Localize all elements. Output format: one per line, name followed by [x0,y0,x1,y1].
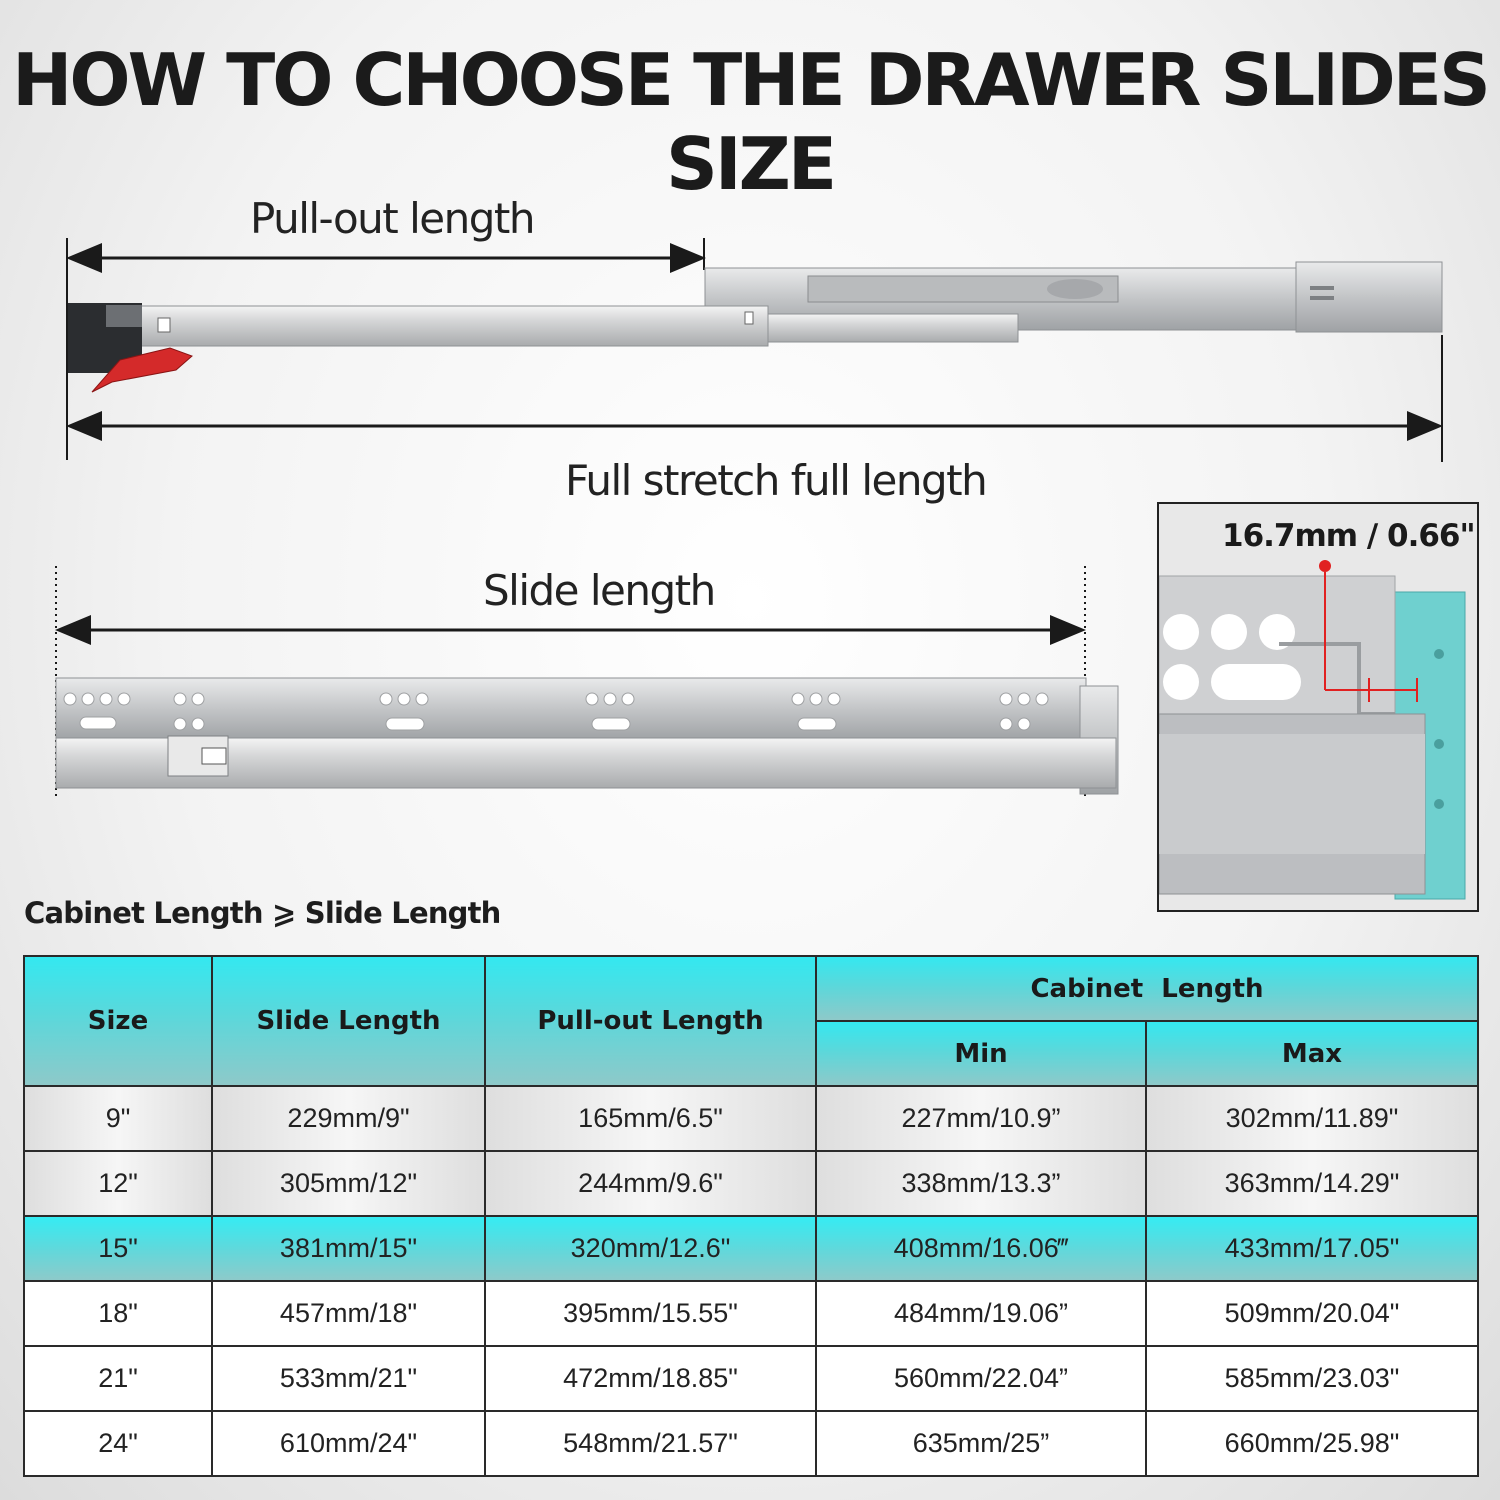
table-row [24,1346,1478,1411]
cell-max: 433mm/17.05" [1146,1216,1478,1281]
header-slide-length: Slide Length [212,956,485,1086]
cell-pullout: 244mm/9.6" [485,1151,816,1216]
cell-slide: 610mm/24" [212,1411,485,1476]
table-row [24,1151,1478,1216]
inset-detail [1157,502,1479,912]
table-row [24,1086,1478,1151]
cell-size: 18" [24,1281,212,1346]
cell-pullout: 320mm/12.6" [485,1216,816,1281]
cell-size: 12" [24,1151,212,1216]
table-row [24,1411,1478,1476]
size-table [23,955,1479,1477]
pullout-length-label: Pull-out length [250,194,534,243]
extended-slide [67,238,1442,462]
table-row-highlighted [24,1216,1478,1281]
cell-size: 21" [24,1346,212,1411]
cell-slide: 229mm/9" [212,1086,485,1151]
header-cabinet-length: Cabinet Length [816,956,1478,1021]
cell-pullout: 165mm/6.5" [485,1086,816,1151]
cell-max: 660mm/25.98" [1146,1411,1478,1476]
cell-min: 560mm/22.04” [816,1346,1146,1411]
cell-min: 484mm/19.06” [816,1281,1146,1346]
header-pullout-length: Pull-out Length [485,956,816,1086]
cabinet-rule-note: Cabinet Length ⩾ Slide Length [24,896,501,930]
cell-slide: 533mm/21" [212,1346,485,1411]
slide-length-label: Slide length [483,566,715,615]
cell-slide: 305mm/12" [212,1151,485,1216]
header-max: Max [1146,1021,1478,1086]
cell-pullout: 395mm/15.55" [485,1281,816,1346]
cell-pullout: 548mm/21.57" [485,1411,816,1476]
cell-size: 24" [24,1411,212,1476]
header-min: Min [816,1021,1146,1086]
cell-max: 302mm/11.89" [1146,1086,1478,1151]
cell-max: 509mm/20.04" [1146,1281,1478,1346]
page-title: HOW TO CHOOSE THE DRAWER SLIDES SIZE [12,38,1488,206]
cell-min: 338mm/13.3” [816,1151,1146,1216]
header-size: Size [24,956,212,1086]
cell-min: 635mm/25” [816,1411,1146,1476]
cell-pullout: 472mm/18.85" [485,1346,816,1411]
table-row [24,1281,1478,1346]
cell-max: 363mm/14.29" [1146,1151,1478,1216]
cell-min: 408mm/16.06‴ [816,1216,1146,1281]
bracket-detail-image [1159,504,1479,912]
cell-size: 9" [24,1086,212,1151]
inset-measurement-label: 16.7mm / 0.66" [1222,518,1475,554]
cell-slide: 457mm/18" [212,1281,485,1346]
cell-min: 227mm/10.9” [816,1086,1146,1151]
fullstretch-length-label: Full stretch full length [565,456,987,505]
cell-slide: 381mm/15" [212,1216,485,1281]
cell-max: 585mm/23.03" [1146,1346,1478,1411]
cell-size: 15" [24,1216,212,1281]
